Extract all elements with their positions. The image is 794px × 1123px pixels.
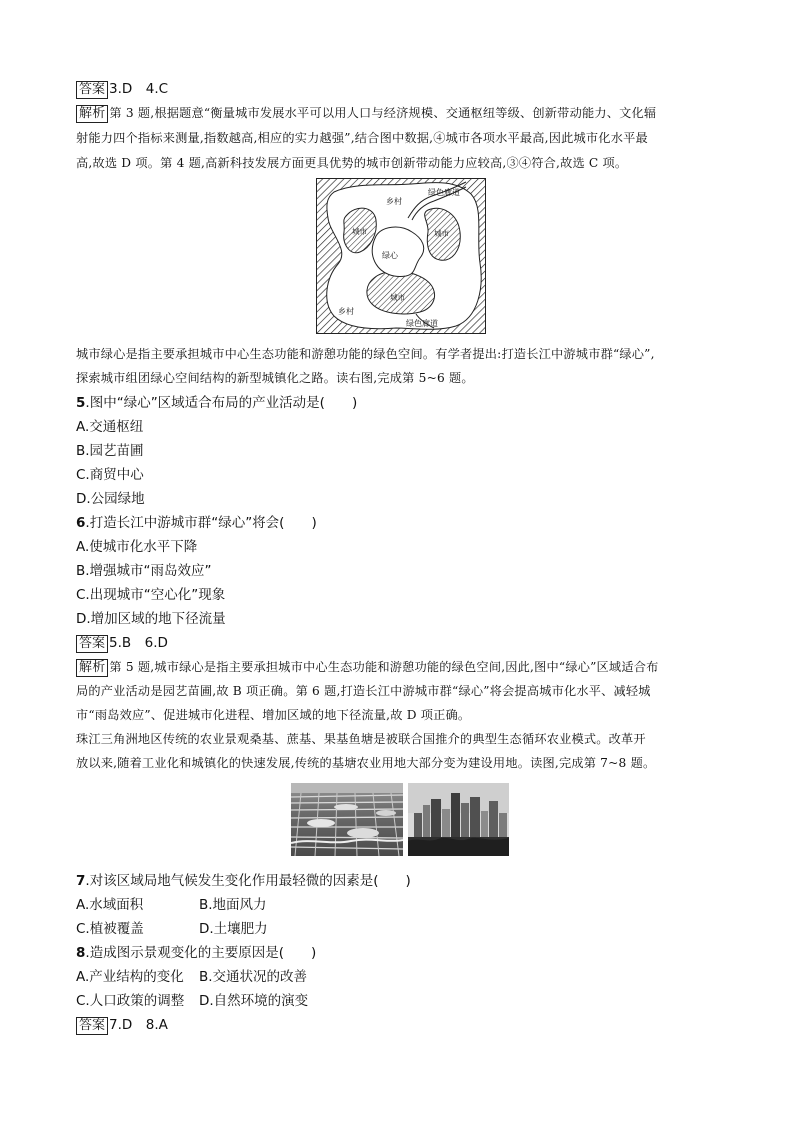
q5-option-b: B.园艺苗圃: [76, 443, 144, 459]
answer-label: 答案: [76, 1017, 108, 1035]
question-6-stem: [76, 514, 317, 532]
answer-label: 答案: [76, 81, 108, 99]
explain-text: 第 3 题,根据题意“衡量城市发展水平可以用人口与经济规模、交通枢纽等级、创新带动能力、文化辐: [109, 106, 657, 120]
q6-option-b: B.增强城市“雨岛效应”: [76, 563, 212, 579]
intro-line: 探索城市组团绿心空间结构的新型城镇化之路。读右图,完成第 5~6 题。: [76, 371, 474, 385]
answer-row-5-6: [76, 634, 168, 653]
q7-option-d: D.土壤肥力: [199, 921, 268, 937]
q7-option-c: C.植被覆盖: [76, 921, 144, 937]
question-7-stem: [76, 872, 411, 890]
q5-option-a: A.交通枢纽: [76, 419, 144, 435]
label-green-corridor-bottom: 绿色廊道: [406, 319, 438, 328]
q6-option-c: C.出现城市“空心化”现象: [76, 587, 226, 603]
answer-text: 7.D 8.A: [109, 1017, 168, 1033]
answer-row-7-8: [76, 1016, 168, 1035]
q8-option-d: D.自然环境的演变: [199, 993, 309, 1009]
label-village-bottom: 乡村: [338, 307, 354, 316]
intro-line: 放以来,随着工业化和城镇化的快速发展,传统的基塘农业用地大部分变为建设用地。读图,完成第 7~8 题。: [76, 756, 656, 770]
explain-label: 解析: [76, 105, 108, 123]
label-village-top: 乡村: [386, 197, 402, 206]
question-number: 8: [76, 945, 86, 961]
answer-text: 3.D 4.C: [109, 81, 169, 97]
urban-skyline-photo: [408, 783, 509, 856]
explain-line: 高,故选 D 项。第 4 题,高新科技发展方面更具优势的城市创新带动能力应较高,③④符合,故选 C 项。: [76, 156, 628, 170]
label-city-left: 城市: [352, 227, 367, 236]
intro-line: 珠江三角洲地区传统的农业景观桑基、蔗基、果基鱼塘是被联合国推介的典型生态循环农业模式。改革开: [76, 732, 646, 746]
question-text: .造成图示景观变化的主要原因是( ): [85, 945, 317, 961]
q6-option-d: D.增加区域的地下径流量: [76, 611, 226, 627]
question-text: .图中“绿心”区域适合布局的产业活动是( ): [85, 395, 358, 411]
question-text: .对该区域局地气候发生变化作用最轻微的因素是( ): [85, 873, 411, 889]
explain-line: 局的产业活动是园艺苗圃,故 B 项正确。第 6 题,打造长江中游城市群“绿心”将会提高城市化水平、减轻城: [76, 684, 651, 698]
explain-label: 解析: [76, 659, 108, 677]
q5-option-d: D.公园绿地: [76, 491, 145, 507]
label-city-right: 城市: [434, 229, 449, 238]
explain-line: 市“雨岛效应”、促进城市化进程、增加区域的地下径流量,故 D 项正确。: [76, 708, 471, 722]
answer-row-3-4: [76, 80, 168, 99]
q7-option-b: B.地面风力: [199, 897, 267, 913]
answer-text: 5.B 6.D: [109, 635, 168, 651]
q8-option-b: B.交通状况的改善: [199, 969, 308, 985]
q6-option-a: A.使城市化水平下降: [76, 539, 198, 555]
q7-option-a: A.水域面积: [76, 897, 144, 913]
question-8-stem: [76, 944, 316, 962]
question-number: 6: [76, 515, 86, 531]
explain-text: 第 5 题,城市绿心是指主要承担城市中心生态功能和游憩功能的绿色空间,因此,图中“绿心”区域适合布: [109, 660, 659, 674]
label-green-corridor-top: 绿色廊道: [428, 188, 460, 197]
question-number: 5: [76, 395, 86, 411]
explain-line: [76, 658, 658, 677]
question-number: 7: [76, 873, 86, 889]
q8-option-c: C.人口政策的调整: [76, 993, 185, 1009]
label-green-heart: 绿心: [382, 251, 398, 260]
question-text: .打造长江中游城市群“绿心”将会( ): [85, 515, 317, 531]
question-5-stem: [76, 394, 357, 412]
q5-option-c: C.商贸中心: [76, 467, 144, 483]
fishpond-landscape-photo: [291, 783, 403, 856]
green-heart-map: [316, 178, 486, 334]
answer-label: 答案: [76, 635, 108, 653]
label-city-bottom: 城市: [390, 293, 405, 302]
q8-option-a: A.产业结构的变化: [76, 969, 184, 985]
explain-line: [76, 104, 656, 123]
intro-line: 城市绿心是指主要承担城市中心生态功能和游憩功能的绿色空间。有学者提出:打造长江中游城市群“绿心”,: [76, 347, 655, 361]
explain-line: 射能力四个指标来测量,指数越高,相应的实力越强”,结合图中数据,④城市各项水平最高,因此城市化水平最: [76, 131, 648, 145]
